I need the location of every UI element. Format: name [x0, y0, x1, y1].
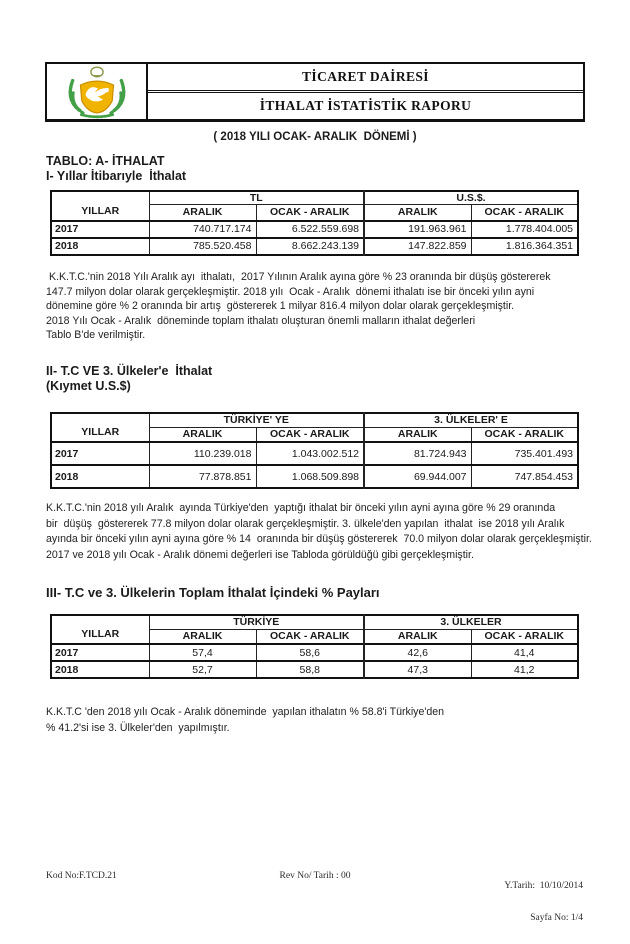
value-cell: 1.043.002.512	[256, 442, 364, 465]
footer-code-number: Kod No:F.TCD.21	[46, 871, 117, 881]
section1-paragraph	[46, 270, 551, 343]
paragraph-line: ayında bir önceki yılın ayni ayına göre % 14 oranında bir düşüş göstererek 70.0 milyon dolar olarak gerçekleşmiştir.	[46, 533, 592, 546]
header-titles	[148, 64, 583, 119]
years-column-header: YILLAR	[51, 615, 149, 644]
report-header	[45, 62, 585, 122]
value-cell: 147.822.859	[364, 238, 471, 255]
value-cell: 69.944.007	[364, 465, 471, 488]
section3-paragraph	[46, 705, 444, 736]
imports-turkey-third-countries-table	[50, 412, 579, 489]
column-header: ARALIK	[149, 629, 256, 644]
section3-heading-line1: III- T.C ve 3. Ülkelerin Toplam İthalat İçindeki % Payları	[46, 585, 380, 600]
column-header: OCAK - ARALIK	[471, 427, 578, 442]
group-header-row	[51, 191, 578, 205]
paragraph-line: 2018 Yılı Ocak - Aralık döneminde toplam ithalatı oluşturan önemli malların ithalat değerleri	[46, 314, 476, 327]
value-cell: 52,7	[149, 661, 256, 678]
value-cell: 42,6	[364, 644, 471, 661]
year-cell: 2018	[51, 238, 149, 255]
section3-heading	[46, 586, 380, 601]
value-cell: 735.401.493	[471, 442, 578, 465]
paragraph-line: K.K.T.C.'nin 2018 Yılı Aralık ayı ithalatı, 2017 Yılının Aralık ayına göre % 23 oranında bir düşüş göstererek	[46, 271, 551, 283]
trnc-coat-of-arms-icon	[53, 65, 141, 119]
paragraph-line: K.K.T.C 'den 2018 yılı Ocak - Aralık döneminde yapılan ithalatın % 58.8'i Türkiye'den	[46, 706, 445, 718]
value-cell: 1.816.364.351	[471, 238, 578, 255]
value-cell: 81.724.943	[364, 442, 471, 465]
paragraph-line: 2017 ve 2018 yılı Ocak - Aralık dönemi değerleri ise Tabloda görüldüğü gibi gerçekleşmiştir.	[46, 548, 474, 561]
footer-page-number: Sayfa No: 1/4	[530, 912, 583, 923]
group-header-row	[51, 413, 578, 427]
footer-date-page	[504, 860, 583, 944]
group-header-turkiye: TÜRKİYE' YE	[149, 413, 364, 427]
column-header: ARALIK	[364, 629, 471, 644]
table-row-2018	[51, 661, 578, 678]
value-cell: 1.778.404.005	[471, 221, 578, 238]
value-cell: 41,2	[471, 661, 578, 678]
group-header-turkiye: TÜRKİYE	[149, 615, 364, 629]
value-cell: 1.068.509.898	[256, 465, 364, 488]
column-header: OCAK - ARALIK	[256, 629, 364, 644]
value-cell: 77.878.851	[149, 465, 256, 488]
paragraph-line: % 41.2'si ise 3. Ülkeler'den yapılmıştır.	[46, 721, 230, 734]
paragraph-line: 147.7 milyon dolar olarak gerçekleşmiştir. 2018 yılı Ocak - Aralık dönemi ithalatı ise bir önceki yılın ayni	[46, 285, 535, 298]
column-header: ARALIK	[149, 205, 256, 221]
section1-heading-line1: TABLO: A- İTHALAT	[46, 154, 165, 168]
year-cell: 2018	[51, 661, 149, 678]
report-title: İTHALAT İSTATİSTİK RAPORU	[259, 98, 472, 113]
import-share-percentages-table	[50, 614, 579, 679]
table-row-2017	[51, 221, 578, 238]
table-row-2017	[51, 442, 578, 465]
year-cell: 2017	[51, 644, 149, 661]
value-cell: 58,6	[256, 644, 364, 661]
column-header: ARALIK	[149, 427, 256, 442]
value-cell: 58,8	[256, 661, 364, 678]
table-row-2017	[51, 644, 578, 661]
years-column-header: YILLAR	[51, 191, 149, 221]
logo-cell	[47, 64, 148, 119]
footer-publish-date: Y.Tarih: 10/10/2014	[504, 881, 583, 891]
group-header-row	[51, 615, 578, 629]
value-cell: 47,3	[364, 661, 471, 678]
value-cell: 747.854.453	[471, 465, 578, 488]
value-cell: 191.963.961	[364, 221, 471, 238]
column-header: ARALIK	[364, 427, 471, 442]
group-header-usd: U.S.$.	[364, 191, 578, 205]
section2-heading-line2: (Kıymet U.S.$)	[46, 378, 131, 393]
column-header: ARALIK	[364, 205, 471, 221]
section2-heading-line1: II- T.C VE 3. Ülkeler'e İthalat	[46, 364, 213, 378]
value-cell: 8.662.243.139	[256, 238, 364, 255]
table-row-2018	[51, 238, 578, 255]
column-header: OCAK - ARALIK	[471, 205, 578, 221]
paragraph-line: dönemine göre % 2 oranında bir artış göstererek 1 milyar 816.4 milyon dolar olarak gerçekleşmiştir.	[46, 300, 515, 313]
column-header: OCAK - ARALIK	[256, 427, 364, 442]
column-header: OCAK - ARALIK	[256, 205, 364, 221]
period-subtitle: ( 2018 YILI OCAK- ARALIK DÖNEMİ )	[213, 131, 417, 143]
section1-heading	[46, 154, 186, 183]
paragraph-line: Tablo B'de verilmiştir.	[46, 329, 146, 342]
paragraph-line: K.K.T.C.'nin 2018 yılı Aralık ayında Türkiye'den yaptığı ithalat bir önceki yılın ayni ayına göre % 29 oranında	[46, 502, 556, 514]
section2-paragraph	[46, 501, 592, 563]
value-cell: 110.239.018	[149, 442, 256, 465]
year-cell: 2017	[51, 442, 149, 465]
group-header-third-countries: 3. ÜLKELER' E	[364, 413, 578, 427]
table-row-2018	[51, 465, 578, 488]
section2-heading	[46, 364, 212, 393]
years-column-header: YILLAR	[51, 413, 149, 442]
group-header-third-countries: 3. ÜLKELER	[364, 615, 578, 629]
value-cell: 740.717.174	[149, 221, 256, 238]
paragraph-line: bir düşüş göstererek 77.8 milyon dolar olarak gerçekleşmiştir. 3. ülkele'den yapılan ithalat ise 2018 yılı Aralık	[46, 517, 565, 530]
value-cell: 785.520.458	[149, 238, 256, 255]
section1-heading-line2: I- Yıllar İtibarıyle İthalat	[46, 168, 187, 183]
imports-by-years-table	[50, 190, 579, 256]
department-title: TİCARET DAİRESİ	[148, 64, 583, 93]
value-cell: 6.522.559.698	[256, 221, 364, 238]
value-cell: 57,4	[149, 644, 256, 661]
footer-revision: Rev No/ Tarih : 00	[279, 871, 351, 881]
group-header-tl: TL	[149, 191, 364, 205]
year-cell: 2017	[51, 221, 149, 238]
year-cell: 2018	[51, 465, 149, 488]
column-header: OCAK - ARALIK	[471, 629, 578, 644]
value-cell: 41,4	[471, 644, 578, 661]
